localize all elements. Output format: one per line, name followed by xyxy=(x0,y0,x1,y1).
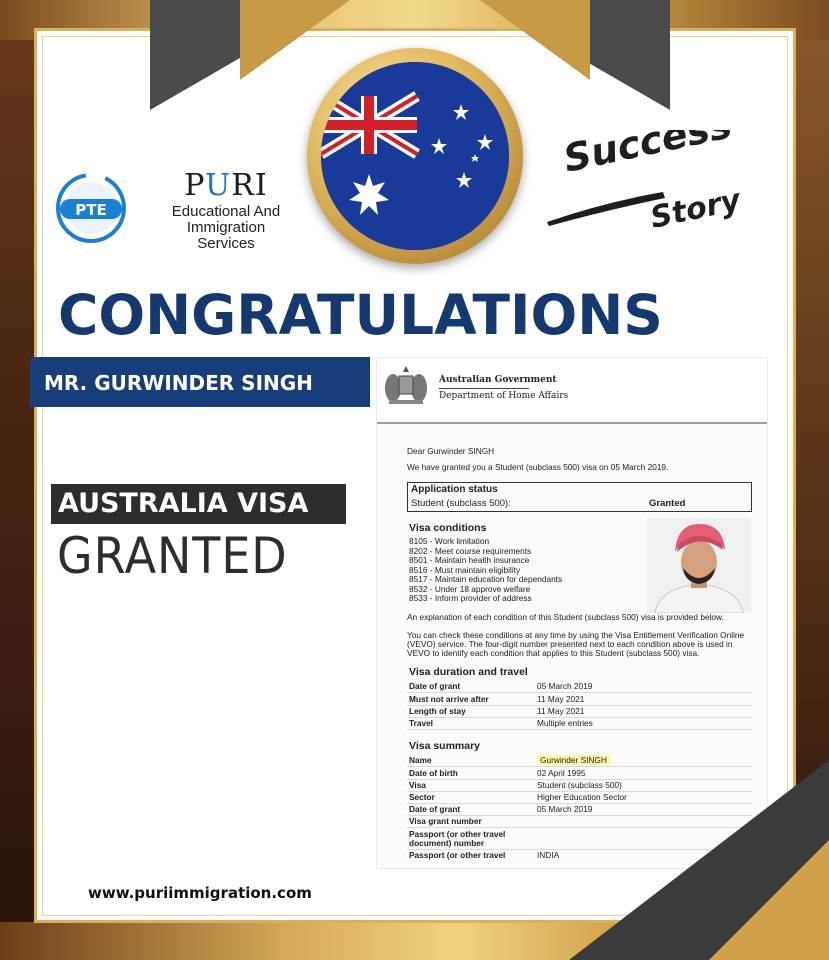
condition-item: 8517 - Maintain education for dependants xyxy=(409,574,563,584)
condition-item: 8501 - Maintain health insurance xyxy=(409,555,530,565)
pte-logo-text: PTE xyxy=(75,201,107,219)
application-status-visa: Student (subclass 500): xyxy=(411,498,511,509)
duration-value: Multiple entries xyxy=(537,718,593,728)
summary-label: Date of grant xyxy=(409,804,461,814)
condition-item: 8202 - Meet course requirements xyxy=(409,545,532,556)
summary-value: Higher Education Sector xyxy=(537,792,627,802)
summary-label: Passport (or other travel xyxy=(409,850,506,860)
summary-name-highlight: Gurwinder SINGH xyxy=(537,755,610,765)
puri-brand xyxy=(136,168,316,252)
ribbon-left-gold xyxy=(240,0,350,80)
row-rule xyxy=(407,692,752,693)
doc-greeting: Dear Gurwinder SINGH xyxy=(407,446,495,456)
gov-line2: Department of Home Affairs xyxy=(439,391,569,401)
visa-conditions-heading: Visa conditions xyxy=(409,522,487,534)
story-word: Story xyxy=(647,182,744,236)
summary-label: Name xyxy=(409,755,432,765)
website-link[interactable]: www.puriimmigration.com xyxy=(88,884,312,902)
ribbon-right-gold xyxy=(480,0,590,80)
doc-header xyxy=(377,358,767,420)
visa-type-label: AUSTRALIA VISA xyxy=(58,488,309,519)
application-status-value: Granted xyxy=(649,498,686,509)
applicant-photo xyxy=(647,518,751,613)
success-word: Success xyxy=(559,130,736,181)
duration-value: 11 May 2021 xyxy=(537,706,585,716)
flag-medal xyxy=(307,48,523,264)
client-name: MR. GURWINDER SINGH xyxy=(44,371,313,395)
duration-label: Length of stay xyxy=(409,706,466,716)
corner-decoration-gold xyxy=(709,840,829,960)
condition-item: 8532 - Under 18 approve welfare xyxy=(409,583,531,594)
summary-label: Passport (or other travel xyxy=(409,829,506,839)
condition-item: 8105 - Work limitation xyxy=(409,536,490,546)
puri-title-p: P xyxy=(184,168,205,203)
australia-flag-icon xyxy=(321,62,509,250)
summary-label: Visa grant number xyxy=(409,816,482,826)
gov-line1: Australian Government xyxy=(439,375,557,385)
summary-value: 02 April 1995 xyxy=(537,768,586,778)
success-story-badge xyxy=(545,130,755,245)
doc-explanation: An explanation of each condition of this Student (subclass 500) visa is provided below. xyxy=(407,612,724,622)
summary-value: INDIA xyxy=(537,850,560,860)
duration-label: Must not arrive after xyxy=(409,694,489,704)
duration-heading: Visa duration and travel xyxy=(409,666,528,678)
application-status-heading: Application status xyxy=(411,484,498,495)
header-divider xyxy=(377,422,767,424)
swoosh-icon xyxy=(547,192,665,226)
duration-label: Travel xyxy=(409,718,433,728)
summary-label: Date of birth xyxy=(409,768,458,778)
row-rule xyxy=(407,729,752,730)
gov-rule xyxy=(439,388,529,389)
summary-heading: Visa summary xyxy=(409,740,481,752)
congratulations-heading: CONGRATULATIONS xyxy=(58,283,663,347)
vevo-line: (VEVO) service. The four-digit number presented next to each condition above is used in xyxy=(407,639,733,649)
visa-status-label: GRANTED xyxy=(57,527,288,585)
coat-of-arms-icon xyxy=(383,362,429,408)
vevo-line: You can check these conditions at any time by using the Visa Entitlement Verification Online xyxy=(407,630,745,640)
condition-item: 8533 - Inform provider of address xyxy=(409,593,532,603)
summary-label: document) number xyxy=(409,838,485,848)
puri-title xyxy=(136,168,316,204)
puri-title-rest: RI xyxy=(231,168,268,203)
summary-value: Student (subclass 500) xyxy=(537,780,622,790)
vevo-line: VEVO to identify each condition that applies to this Student (subclass 500) visa. xyxy=(407,648,700,658)
duration-label: Date of grant xyxy=(409,681,461,691)
puri-subtitle-line1: Educational And Immigration xyxy=(171,203,281,236)
pte-logo-icon xyxy=(55,172,127,244)
summary-label: Visa xyxy=(409,780,426,790)
summary-value: 05 March 2019 xyxy=(537,804,593,814)
summary-label: Sector xyxy=(409,792,435,802)
puri-subtitle-line2: Services xyxy=(197,235,255,252)
duration-value: 05 March 2019 xyxy=(537,681,593,691)
puri-title-u: U xyxy=(204,168,232,203)
condition-item: 8516 - Must maintain eligibility xyxy=(409,564,521,575)
doc-intro: We have granted you a Student (subclass 500) visa on 05 March 2019. xyxy=(407,462,669,472)
duration-value: 11 May 2021 xyxy=(537,694,585,704)
